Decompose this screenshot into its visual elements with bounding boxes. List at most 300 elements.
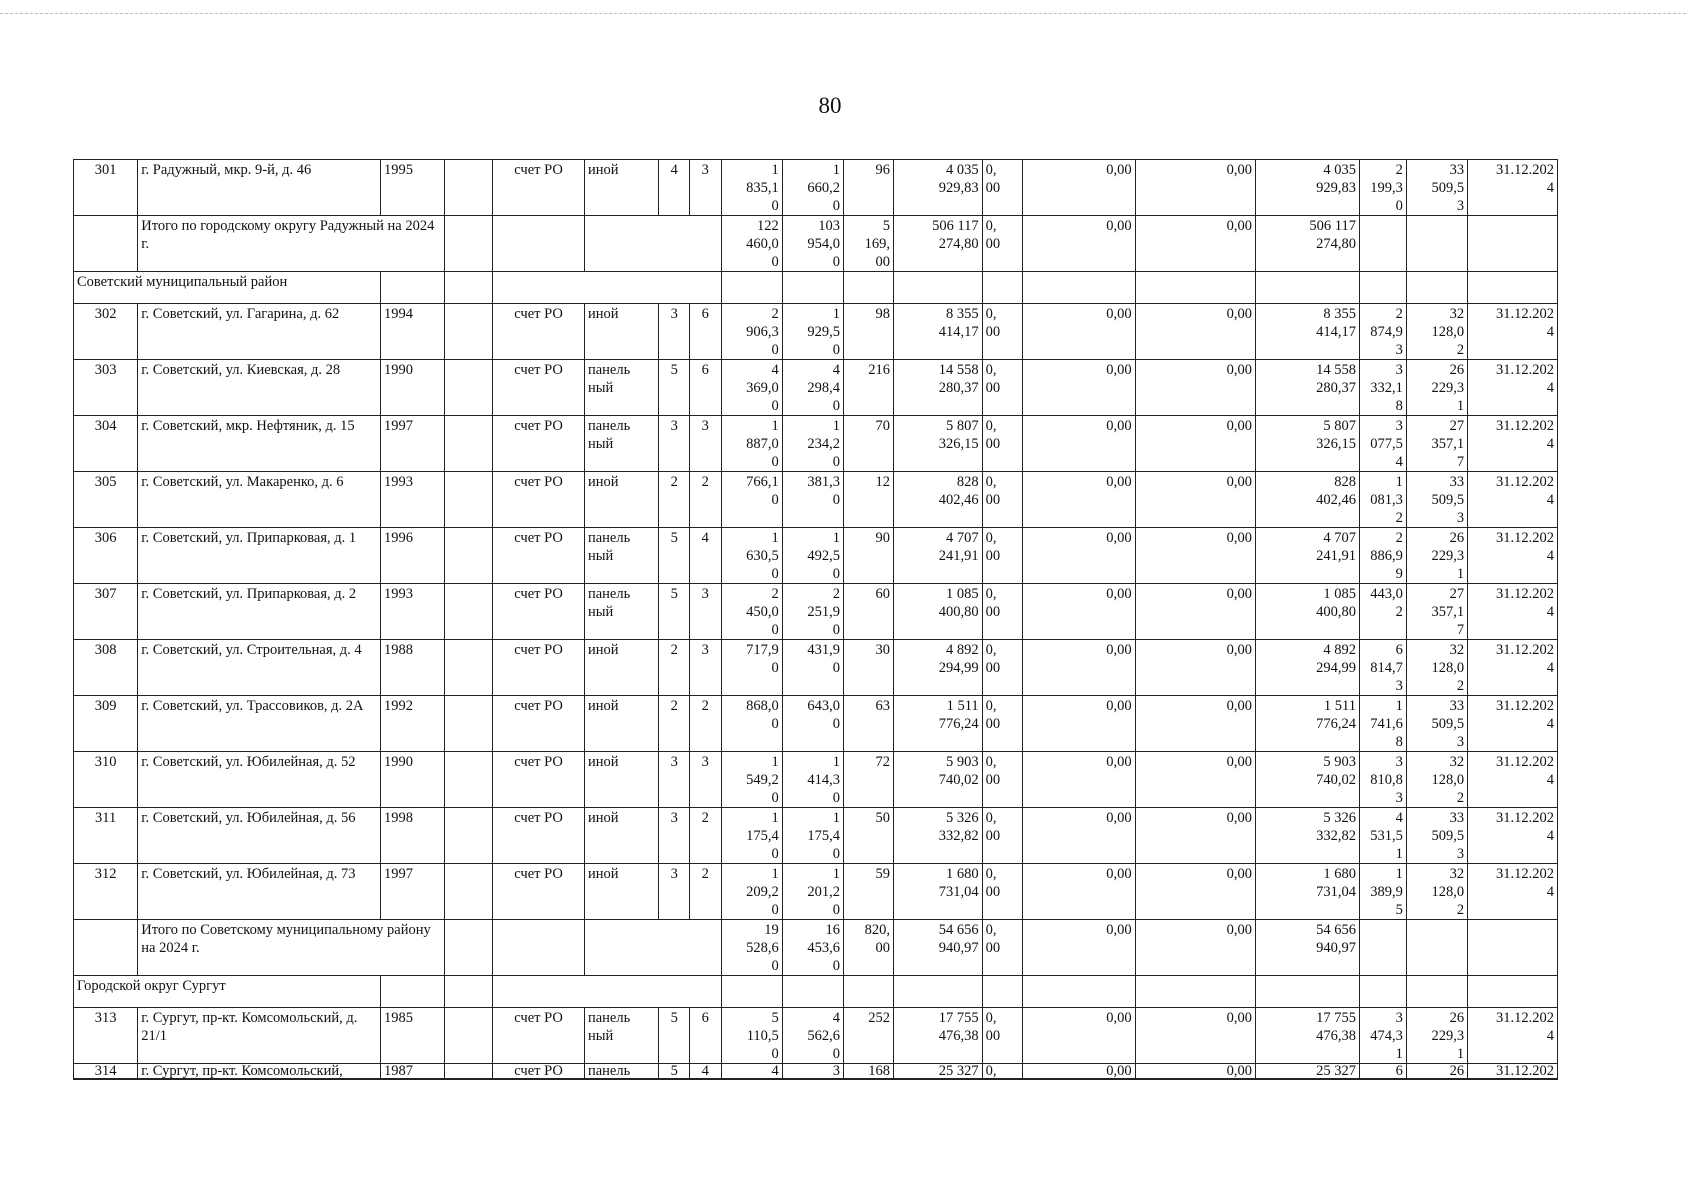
address-cell: г. Радужный, мкр. 9-й, д. 46	[138, 160, 381, 216]
year-cell: 1997	[380, 416, 444, 472]
account-cell: счет РО	[493, 864, 585, 920]
deadline-cell: 31.12.202 4	[1468, 808, 1558, 864]
unit-cost-cell: 3 332,1 8	[1360, 360, 1407, 416]
row-number: 312	[74, 864, 138, 920]
total-area-cell: 2 450,0 0	[721, 584, 782, 640]
address-cell: г. Сургут, пр-кт. Комсомольский,	[138, 1064, 381, 1080]
year-cell: 1985	[380, 1008, 444, 1064]
blank-cell	[445, 584, 493, 640]
row-number: 301	[74, 160, 138, 216]
fund-region-cell: 0,00	[1023, 864, 1135, 920]
total-area-cell: 19 528,6 0	[721, 920, 782, 976]
fund-local-cell: 0,00	[1135, 216, 1255, 272]
table-row	[74, 696, 1558, 752]
account-cell: счет РО	[493, 696, 585, 752]
row-number: 311	[74, 808, 138, 864]
address-cell: г. Советский, ул. Юбилейная, д. 52	[138, 752, 381, 808]
fund-region-cell: 0,00	[1023, 584, 1135, 640]
row-number: 314	[74, 1064, 138, 1080]
table-row	[74, 808, 1558, 864]
account-cell: счет РО	[493, 584, 585, 640]
table-row	[74, 360, 1558, 416]
year-cell: 1998	[380, 808, 444, 864]
total-cost-cell: 828 402,46	[893, 472, 982, 528]
year-cell: 1993	[380, 584, 444, 640]
residents-cell: 216	[843, 360, 893, 416]
blank-cell	[982, 976, 1023, 1008]
blank-cell	[445, 272, 493, 304]
limit-cost-cell: 27 357,1 7	[1406, 584, 1467, 640]
table-row	[74, 160, 1558, 216]
fund-region-cell: 0,00	[1023, 472, 1135, 528]
row-number: 302	[74, 304, 138, 360]
fund-owners-cell: 8 355 414,17	[1255, 304, 1359, 360]
wall-material-cell: иной	[584, 472, 658, 528]
blank-cell	[1468, 920, 1558, 976]
row-number: 304	[74, 416, 138, 472]
deadline-cell: 31.12.202 4	[1468, 160, 1558, 216]
fund-region-cell: 0,00	[1023, 696, 1135, 752]
row-number: 309	[74, 696, 138, 752]
residents-cell: 50	[843, 808, 893, 864]
fund-federal-cell: 0, 00	[982, 416, 1023, 472]
unit-cost-cell: 1 389,9 5	[1360, 864, 1407, 920]
unit-cost-cell: 3 474,3 1	[1360, 1008, 1407, 1064]
account-cell: счет РО	[493, 528, 585, 584]
floors-cell: 5	[659, 1064, 690, 1080]
account-cell: счет РО	[493, 752, 585, 808]
total-area-cell: 1 209,2 0	[721, 864, 782, 920]
total-area-cell: 1 887,0 0	[721, 416, 782, 472]
scan-edge	[0, 13, 1686, 14]
row-number: 310	[74, 752, 138, 808]
total-row	[74, 920, 1558, 976]
living-area-cell: 1 492,5 0	[782, 528, 843, 584]
fund-region-cell: 0,00	[1023, 752, 1135, 808]
deadline-cell: 31.12.202 4	[1468, 752, 1558, 808]
year-cell: 1996	[380, 528, 444, 584]
deadline-cell: 31.12.202	[1468, 1064, 1558, 1080]
fund-local-cell: 0,00	[1135, 1008, 1255, 1064]
account-cell: счет РО	[493, 472, 585, 528]
blank-cell	[1360, 976, 1407, 1008]
blank-cell	[445, 1008, 493, 1064]
deadline-cell: 31.12.202 4	[1468, 360, 1558, 416]
floors-cell: 3	[659, 752, 690, 808]
fund-region-cell: 0,00	[1023, 416, 1135, 472]
unit-cost-cell: 2 886,9 9	[1360, 528, 1407, 584]
fund-owners-cell: 4 035 929,83	[1255, 160, 1359, 216]
total-title: Итого по городскому округу Радужный на 2024 г.	[138, 216, 445, 272]
deadline-cell: 31.12.202 4	[1468, 696, 1558, 752]
fund-owners-cell: 828 402,46	[1255, 472, 1359, 528]
residents-cell: 70	[843, 416, 893, 472]
year-cell: 1994	[380, 304, 444, 360]
unit-cost-cell: 3 077,5 4	[1360, 416, 1407, 472]
limit-cost-cell: 32 128,0 2	[1406, 752, 1467, 808]
fund-owners-cell: 5 903 740,02	[1255, 752, 1359, 808]
residents-cell: 5 169, 00	[843, 216, 893, 272]
limit-cost-cell: 26 229,3 1	[1406, 528, 1467, 584]
fund-local-cell: 0,00	[1135, 360, 1255, 416]
unit-cost-cell: 6	[1360, 1064, 1407, 1080]
total-area-cell: 122 460,0 0	[721, 216, 782, 272]
table-row	[74, 864, 1558, 920]
row-number: 306	[74, 528, 138, 584]
deadline-cell: 31.12.202 4	[1468, 472, 1558, 528]
fund-region-cell: 0,00	[1023, 528, 1135, 584]
address-cell: г. Советский, ул. Строительная, д. 4	[138, 640, 381, 696]
entrances-cell: 4	[689, 528, 721, 584]
limit-cost-cell: 32 128,0 2	[1406, 864, 1467, 920]
total-cost-cell: 14 558 280,37	[893, 360, 982, 416]
address-cell: г. Советский, ул. Припарковая, д. 2	[138, 584, 381, 640]
total-area-cell: 1 630,5 0	[721, 528, 782, 584]
blank-cell	[74, 216, 138, 272]
residents-cell: 98	[843, 304, 893, 360]
fund-local-cell: 0,00	[1135, 864, 1255, 920]
fund-owners-cell: 14 558 280,37	[1255, 360, 1359, 416]
fund-region-cell: 0,00	[1023, 808, 1135, 864]
fund-local-cell: 0,00	[1135, 584, 1255, 640]
wall-material-cell: иной	[584, 304, 658, 360]
living-area-cell: 1 660,2 0	[782, 160, 843, 216]
deadline-cell: 31.12.202 4	[1468, 1008, 1558, 1064]
fund-owners-cell: 25 327	[1255, 1064, 1359, 1080]
blank-cell	[1360, 216, 1407, 272]
fund-owners-cell: 4 707 241,91	[1255, 528, 1359, 584]
fund-federal-cell: 0, 00	[982, 472, 1023, 528]
blank-cell	[445, 696, 493, 752]
unit-cost-cell: 2 874,9 3	[1360, 304, 1407, 360]
wall-material-cell: панель ный	[584, 1008, 658, 1064]
fund-region-cell: 0,00	[1023, 1064, 1135, 1080]
address-cell: г. Советский, ул. Трассовиков, д. 2А	[138, 696, 381, 752]
fund-federal-cell: 0, 00	[982, 1008, 1023, 1064]
table-row	[74, 416, 1558, 472]
account-cell: счет РО	[493, 640, 585, 696]
blank-cell	[445, 360, 493, 416]
table-row	[74, 1064, 1558, 1080]
deadline-cell: 31.12.202 4	[1468, 584, 1558, 640]
floors-cell: 5	[659, 1008, 690, 1064]
entrances-cell: 3	[689, 160, 721, 216]
limit-cost-cell: 33 509,5 3	[1406, 472, 1467, 528]
floors-cell: 2	[659, 640, 690, 696]
floors-cell: 3	[659, 808, 690, 864]
living-area-cell: 16 453,6 0	[782, 920, 843, 976]
fund-owners-cell: 5 326 332,82	[1255, 808, 1359, 864]
section-title: Советский муниципальный район	[74, 272, 381, 304]
account-cell: счет РО	[493, 360, 585, 416]
blank-cell	[445, 640, 493, 696]
blank-cell	[1360, 272, 1407, 304]
fund-owners-cell: 4 892 294,99	[1255, 640, 1359, 696]
residents-cell: 252	[843, 1008, 893, 1064]
total-cost-cell: 54 656 940,97	[893, 920, 982, 976]
fund-local-cell: 0,00	[1135, 304, 1255, 360]
blank-cell	[493, 920, 585, 976]
blank-cell	[445, 472, 493, 528]
entrances-cell: 2	[689, 472, 721, 528]
total-area-cell: 1 835,1 0	[721, 160, 782, 216]
residents-cell: 63	[843, 696, 893, 752]
wall-material-cell: панель ный	[584, 360, 658, 416]
living-area-cell: 381,3 0	[782, 472, 843, 528]
unit-cost-cell: 1 741,6 8	[1360, 696, 1407, 752]
blank-cell	[584, 216, 721, 272]
fund-federal-cell: 0, 00	[982, 640, 1023, 696]
blank-cell	[1255, 272, 1359, 304]
floors-cell: 5	[659, 584, 690, 640]
wall-material-cell: иной	[584, 640, 658, 696]
wall-material-cell: панель ный	[584, 584, 658, 640]
fund-local-cell: 0,00	[1135, 1064, 1255, 1080]
floors-cell: 3	[659, 864, 690, 920]
address-cell: г. Сургут, пр-кт. Комсомольский, д. 21/1	[138, 1008, 381, 1064]
year-cell: 1988	[380, 640, 444, 696]
address-cell: г. Советский, ул. Припарковая, д. 1	[138, 528, 381, 584]
deadline-cell: 31.12.202 4	[1468, 304, 1558, 360]
floors-cell: 4	[659, 160, 690, 216]
deadline-cell: 31.12.202 4	[1468, 640, 1558, 696]
total-cost-cell: 5 903 740,02	[893, 752, 982, 808]
unit-cost-cell: 6 814,7 3	[1360, 640, 1407, 696]
blank-cell	[1468, 272, 1558, 304]
row-number: 313	[74, 1008, 138, 1064]
fund-owners-cell: 5 807 326,15	[1255, 416, 1359, 472]
blank-cell	[721, 272, 782, 304]
wall-material-cell: иной	[584, 752, 658, 808]
deadline-cell: 31.12.202 4	[1468, 416, 1558, 472]
fund-owners-cell: 1 680 731,04	[1255, 864, 1359, 920]
year-cell: 1987	[380, 1064, 444, 1080]
fund-owners-cell: 1 085 400,80	[1255, 584, 1359, 640]
table-row	[74, 640, 1558, 696]
blank-cell	[445, 752, 493, 808]
section-title: Городской округ Сургут	[74, 976, 381, 1008]
blank-cell	[1255, 976, 1359, 1008]
blank-cell	[493, 976, 721, 1008]
fund-federal-cell: 0, 00	[982, 920, 1023, 976]
fund-owners-cell: 17 755 476,38	[1255, 1008, 1359, 1064]
total-cost-cell: 17 755 476,38	[893, 1008, 982, 1064]
year-cell: 1990	[380, 752, 444, 808]
address-cell: г. Советский, ул. Киевская, д. 28	[138, 360, 381, 416]
limit-cost-cell: 33 509,5 3	[1406, 696, 1467, 752]
fund-local-cell: 0,00	[1135, 416, 1255, 472]
wall-material-cell: панель	[584, 1064, 658, 1080]
total-area-cell: 766,1 0	[721, 472, 782, 528]
blank-cell	[1406, 272, 1467, 304]
limit-cost-cell: 27 357,1 7	[1406, 416, 1467, 472]
entrances-cell: 3	[689, 640, 721, 696]
entrances-cell: 6	[689, 360, 721, 416]
blank-cell	[445, 808, 493, 864]
wall-material-cell: иной	[584, 160, 658, 216]
fund-federal-cell: 0, 00	[982, 696, 1023, 752]
wall-material-cell: иной	[584, 864, 658, 920]
section-row	[74, 272, 1558, 304]
blank-cell	[493, 216, 585, 272]
blank-cell	[584, 920, 721, 976]
entrances-cell: 3	[689, 752, 721, 808]
total-area-cell: 4 369,0 0	[721, 360, 782, 416]
address-cell: г. Советский, мкр. Нефтяник, д. 15	[138, 416, 381, 472]
blank-cell	[721, 976, 782, 1008]
residents-cell: 90	[843, 528, 893, 584]
deadline-cell: 31.12.202 4	[1468, 528, 1558, 584]
residents-cell: 96	[843, 160, 893, 216]
blank-cell	[445, 216, 493, 272]
account-cell: счет РО	[493, 304, 585, 360]
year-cell: 1995	[380, 160, 444, 216]
limit-cost-cell: 32 128,0 2	[1406, 304, 1467, 360]
total-cost-cell: 4 707 241,91	[893, 528, 982, 584]
blank-cell	[893, 976, 982, 1008]
unit-cost-cell: 3 810,8 3	[1360, 752, 1407, 808]
total-cost-cell: 8 355 414,17	[893, 304, 982, 360]
row-number: 305	[74, 472, 138, 528]
fund-federal-cell: 0,	[982, 1064, 1023, 1080]
blank-cell	[1135, 976, 1255, 1008]
blank-cell	[1360, 920, 1407, 976]
entrances-cell: 3	[689, 416, 721, 472]
total-title: Итого по Советскому муниципальному району на 2024 г.	[138, 920, 445, 976]
entrances-cell: 4	[689, 1064, 721, 1080]
living-area-cell: 1 175,4 0	[782, 808, 843, 864]
living-area-cell: 4 562,6 0	[782, 1008, 843, 1064]
residents-cell: 72	[843, 752, 893, 808]
unit-cost-cell: 4 531,5 1	[1360, 808, 1407, 864]
fund-federal-cell: 0, 00	[982, 864, 1023, 920]
limit-cost-cell: 32 128,0 2	[1406, 640, 1467, 696]
total-cost-cell: 4 035 929,83	[893, 160, 982, 216]
blank-cell	[445, 304, 493, 360]
account-cell: счет РО	[493, 1008, 585, 1064]
total-area-cell: 868,0 0	[721, 696, 782, 752]
total-area-cell: 717,9 0	[721, 640, 782, 696]
residents-cell: 12	[843, 472, 893, 528]
total-row	[74, 216, 1558, 272]
blank-cell	[1135, 272, 1255, 304]
blank-cell	[1406, 216, 1467, 272]
blank-cell	[445, 864, 493, 920]
deadline-cell: 31.12.202 4	[1468, 864, 1558, 920]
page-number: 80	[818, 93, 842, 118]
blank-cell	[74, 920, 138, 976]
fund-region-cell: 0,00	[1023, 304, 1135, 360]
fund-region-cell: 0,00	[1023, 640, 1135, 696]
living-area-cell: 1 201,2 0	[782, 864, 843, 920]
wall-material-cell: панель ный	[584, 528, 658, 584]
fund-local-cell: 0,00	[1135, 472, 1255, 528]
residents-cell: 59	[843, 864, 893, 920]
total-cost-cell: 1 085 400,80	[893, 584, 982, 640]
address-cell: г. Советский, ул. Юбилейная, д. 73	[138, 864, 381, 920]
living-area-cell: 431,9 0	[782, 640, 843, 696]
fund-local-cell: 0,00	[1135, 808, 1255, 864]
blank-cell	[445, 528, 493, 584]
blank-cell	[493, 272, 721, 304]
fund-federal-cell: 0, 00	[982, 360, 1023, 416]
fund-local-cell: 0,00	[1135, 752, 1255, 808]
housing-repair-table	[73, 159, 1558, 1080]
blank-cell	[843, 976, 893, 1008]
table-row	[74, 752, 1558, 808]
unit-cost-cell: 1 081,3 2	[1360, 472, 1407, 528]
floors-cell: 2	[659, 472, 690, 528]
total-cost-cell: 5 807 326,15	[893, 416, 982, 472]
fund-region-cell: 0,00	[1023, 216, 1135, 272]
table-row	[74, 528, 1558, 584]
fund-federal-cell: 0, 00	[982, 584, 1023, 640]
section-row	[74, 976, 1558, 1008]
fund-owners-cell: 506 117 274,80	[1255, 216, 1359, 272]
year-cell: 1990	[380, 360, 444, 416]
table-row	[74, 1008, 1558, 1064]
blank-cell	[380, 976, 444, 1008]
total-cost-cell: 506 117 274,80	[893, 216, 982, 272]
limit-cost-cell: 26 229,3 1	[1406, 1008, 1467, 1064]
blank-cell	[843, 272, 893, 304]
entrances-cell: 3	[689, 584, 721, 640]
blank-cell	[445, 160, 493, 216]
fund-federal-cell: 0, 00	[982, 808, 1023, 864]
blank-cell	[1406, 976, 1467, 1008]
blank-cell	[1023, 272, 1135, 304]
limit-cost-cell: 33 509,5 3	[1406, 808, 1467, 864]
total-area-cell: 5 110,5 0	[721, 1008, 782, 1064]
residents-cell: 168	[843, 1064, 893, 1080]
total-cost-cell: 1 511 776,24	[893, 696, 982, 752]
total-cost-cell: 25 327	[893, 1064, 982, 1080]
blank-cell	[1468, 976, 1558, 1008]
fund-region-cell: 0,00	[1023, 160, 1135, 216]
blank-cell	[445, 416, 493, 472]
fund-owners-cell: 1 511 776,24	[1255, 696, 1359, 752]
floors-cell: 2	[659, 696, 690, 752]
residents-cell: 820, 00	[843, 920, 893, 976]
row-number: 303	[74, 360, 138, 416]
account-cell: счет РО	[493, 160, 585, 216]
wall-material-cell: иной	[584, 696, 658, 752]
living-area-cell: 103 954,0 0	[782, 216, 843, 272]
total-area-cell: 1 549,2 0	[721, 752, 782, 808]
floors-cell: 3	[659, 304, 690, 360]
blank-cell	[1023, 976, 1135, 1008]
living-area-cell: 1 414,3 0	[782, 752, 843, 808]
entrances-cell: 2	[689, 696, 721, 752]
unit-cost-cell: 443,0 2	[1360, 584, 1407, 640]
fund-region-cell: 0,00	[1023, 920, 1135, 976]
total-area-cell: 1 175,4 0	[721, 808, 782, 864]
blank-cell	[782, 976, 843, 1008]
total-cost-cell: 5 326 332,82	[893, 808, 982, 864]
blank-cell	[1468, 216, 1558, 272]
account-cell: счет РО	[493, 808, 585, 864]
account-cell: счет РО	[493, 416, 585, 472]
row-number: 307	[74, 584, 138, 640]
blank-cell	[445, 920, 493, 976]
fund-federal-cell: 0, 00	[982, 752, 1023, 808]
year-cell: 1997	[380, 864, 444, 920]
fund-local-cell: 0,00	[1135, 528, 1255, 584]
wall-material-cell: иной	[584, 808, 658, 864]
residents-cell: 30	[843, 640, 893, 696]
blank-cell	[782, 272, 843, 304]
year-cell: 1992	[380, 696, 444, 752]
